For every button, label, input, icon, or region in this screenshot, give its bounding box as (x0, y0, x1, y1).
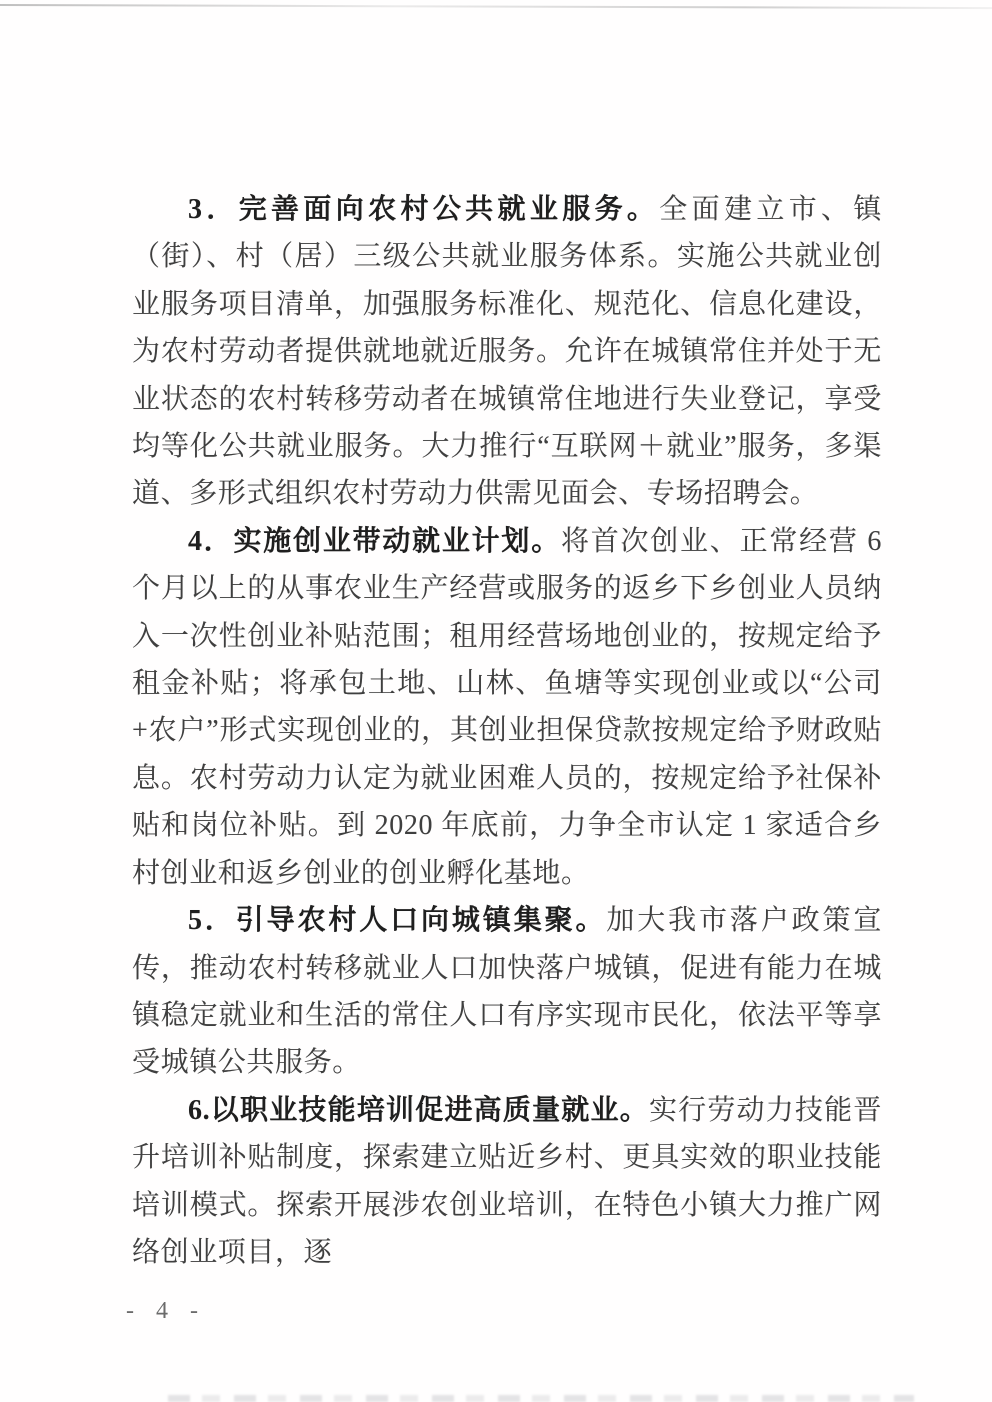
paragraph-item-6 (132, 1087, 882, 1277)
paragraph-item-3 (132, 186, 882, 518)
paragraph-text: 全面建立市、镇（街）、村（居）三级公共就业服务体系。实施公共就业创业服务项目清单，加强服务标准化、规范化、信息化建设，为农村劳动者提供就地就近服务。允许在城镇常住并处于无业状态的农村转移劳动者在城镇常住地进行失业登记，享受均等化公共就业服务。大力推行“互联网＋就业”服务，多渠道、多形式组织农村劳动力供需见面会、专场招聘会。 (132, 194, 882, 510)
paragraph-item-4 (132, 518, 882, 897)
document-body (132, 186, 882, 1276)
paragraph-heading: 6.以职业技能培训促进高质量就业。 (188, 1094, 649, 1126)
scan-artifact-bottom-ghost-text (168, 1395, 914, 1402)
paragraph-heading: 5．引导农村人口向城镇集聚。 (188, 905, 607, 937)
scan-artifact-top-line (0, 4, 992, 9)
paragraph-text: 实行劳动力技能晋升培训补贴制度，探索建立贴近乡村、更具实效的职业技能培训模式。探索开展涉农创业培训，在特色小镇大力推广网络创业项目，逐 (132, 1094, 882, 1268)
paragraph-heading: 3．完善面向农村公共就业服务。 (188, 194, 660, 225)
page-number: - 4 - (126, 1298, 206, 1324)
paragraph-text: 将首次创业、正常经营 6 个月以上的从事农业生产经营或服务的返乡下乡创业人员纳入一次性创业补贴范围；租用经营场地创业的，按规定给予租金补贴；将承包土地、山林、鱼塘等实现创业或以“公司+农户”形式实现创业的，其创业担保贷款按规定给予财政贴息。农村劳动力认定为就业困难人员的，按规定给予社保补贴和岗位补贴。到 2020 年底前，力争全市认定 1 家适合乡村创业和返乡创业的创业孵化基地。 (132, 525, 882, 889)
paragraph-item-5 (132, 897, 882, 1087)
paragraph-heading: 4．实施创业带动就业计划。 (188, 525, 561, 557)
paragraph-text: 加大我市落户政策宣传，推动农村转移就业人口加快落户城镇，促进有能力在城镇稳定就业和生活的常住人口有序实现市民化，依法平等享受城镇公共服务。 (132, 905, 882, 1079)
